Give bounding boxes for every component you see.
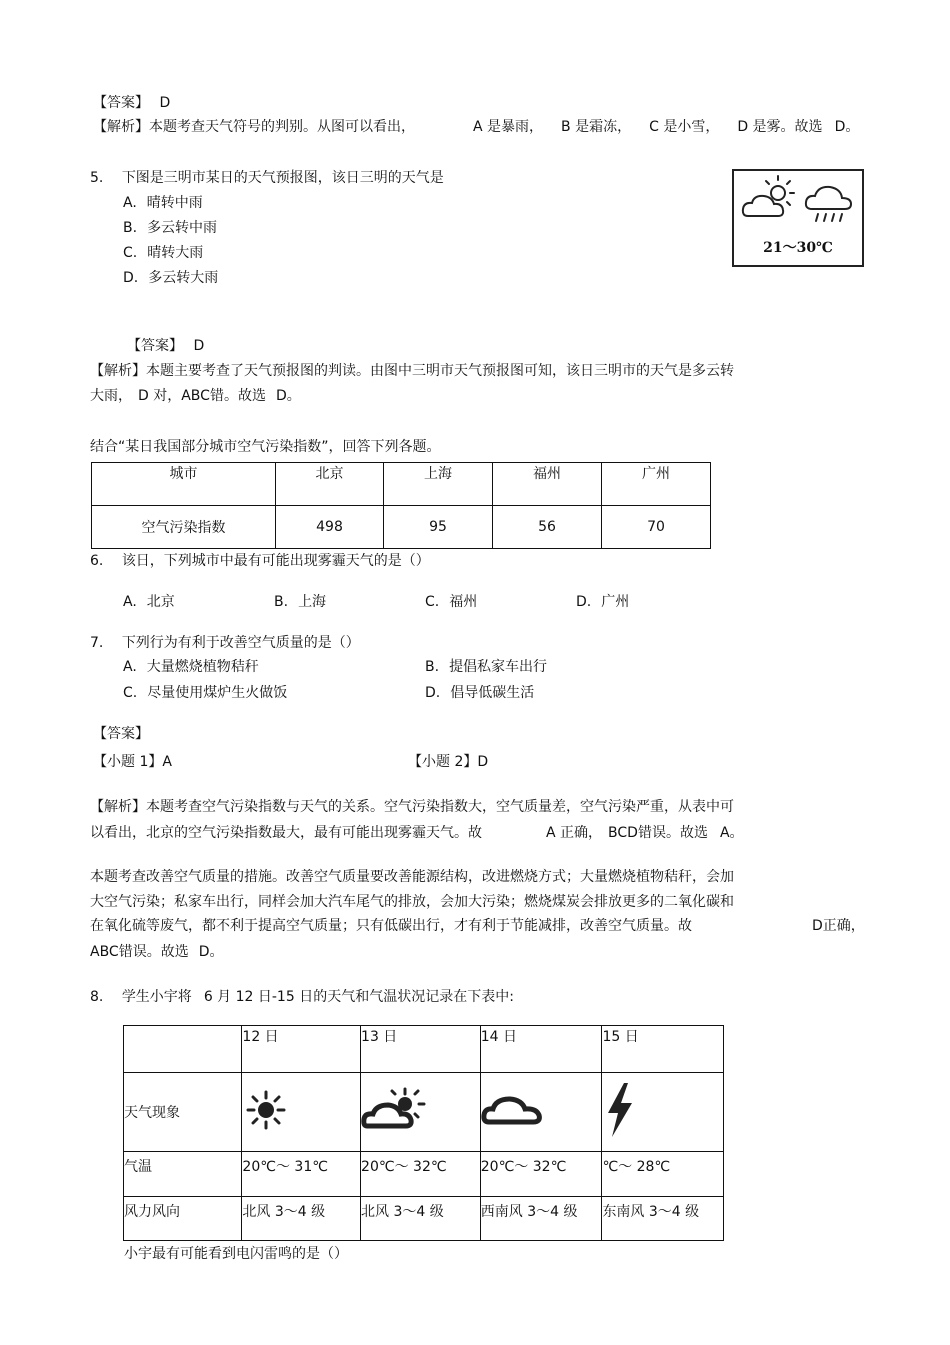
option-text: 上海 — [298, 594, 327, 610]
analysis-text: A 是暴雨， — [473, 119, 544, 135]
table-cell — [361, 1073, 481, 1152]
group-intro: 结合“某日我国部分城市空气污染指数”，回答下列各题。 — [90, 439, 441, 455]
table-row — [124, 1073, 724, 1152]
table-cell: 13 日 — [361, 1026, 481, 1073]
analysis-label: 【解析】 — [90, 799, 146, 815]
answer-label: 【答案】 — [93, 95, 149, 111]
table-cell: 北京 — [276, 463, 384, 506]
table-cell: 北风 3～4 级 — [361, 1197, 481, 1241]
analysis-text: D。 — [198, 944, 224, 960]
q67-analysis-p2-line3-end: D正确， — [812, 918, 865, 934]
question-text: 该日，下列城市中最有可能出现雾霾天气的是（） — [121, 553, 430, 569]
option-text: 福州 — [449, 594, 478, 610]
q7-stem — [90, 634, 360, 652]
weather-forecast-figure — [732, 169, 864, 267]
table-cell: ℃～ 28℃ — [602, 1152, 724, 1197]
option-text: 广州 — [601, 594, 630, 610]
answer-value: D — [159, 95, 171, 111]
q5-option-c[interactable] — [123, 244, 203, 262]
table-cell: 气温 — [124, 1152, 242, 1197]
table-cell — [480, 1073, 602, 1152]
q5-analysis-line2 — [90, 387, 301, 405]
q6-option-a[interactable] — [123, 593, 175, 611]
pollution-table — [91, 462, 711, 549]
q67-analysis-line1 — [90, 798, 734, 816]
q67-analysis-p2-line2: 大空气污染；私家车出行，同样会加大汽车尾气的排放，会加大污染；燃烧煤炭会排放更多的二氧化碳和 — [90, 894, 734, 910]
q6-option-c[interactable] — [425, 593, 477, 611]
q8-stem — [90, 988, 514, 1006]
option-text: 尽量使用煤炉生火做饭 — [147, 685, 288, 701]
option-text: 倡导低碳生活 — [450, 685, 535, 701]
sun-icon — [242, 1086, 292, 1134]
analysis-text: A。 — [719, 825, 744, 841]
table-header-row — [124, 1026, 724, 1073]
option-letter: D. — [576, 594, 592, 610]
weather-record-table — [123, 1025, 724, 1241]
table-cell: 广州 — [602, 463, 711, 506]
q7-option-b[interactable] — [425, 658, 547, 676]
table-cell: 风力风向 — [124, 1197, 242, 1241]
question-number: 7. — [90, 635, 104, 651]
question-text: 6 月 12 日-15 日的天气和气温状况记录在下表中: — [203, 989, 514, 1005]
q5-option-a[interactable] — [123, 194, 203, 212]
table-cell: 空气污染指数 — [92, 506, 276, 549]
q8-question: 小宇最有可能看到电闪雷鸣的是（） — [124, 1246, 348, 1262]
option-text: 多云转大雨 — [148, 270, 219, 286]
table-cell: 20℃～ 32℃ — [480, 1152, 602, 1197]
analysis-text: D。 — [834, 119, 860, 135]
q67-sub2-answer: 【小题 2】D — [408, 754, 489, 770]
q5-analysis-line1 — [90, 362, 734, 380]
option-letter: D. — [425, 685, 441, 701]
analysis-text: D 对，ABC错。故选 — [138, 388, 266, 404]
table-cell: 70 — [602, 506, 711, 549]
cloud-icon — [481, 1090, 545, 1130]
analysis-label: 【解析】 — [90, 363, 146, 379]
q67-answer-label: 【答案】 — [93, 726, 149, 742]
analysis-text: 本题考查空气污染指数与天气的关系。空气污染指数大，空气质量差，空气污染严重，从表中可 — [146, 799, 734, 815]
table-cell: 西南风 3～4 级 — [480, 1197, 602, 1241]
table-cell: 上海 — [384, 463, 493, 506]
option-letter: C. — [123, 685, 138, 701]
analysis-text: 大雨， — [90, 388, 132, 404]
q5-option-b[interactable] — [123, 219, 217, 237]
table-row — [124, 1152, 724, 1197]
analysis-text: A 正确， — [546, 825, 603, 841]
option-letter: B. — [123, 220, 138, 236]
q6-stem — [90, 552, 430, 570]
option-letter: A. — [123, 659, 137, 675]
table-cell: 城市 — [92, 463, 276, 506]
q4-answer — [93, 94, 170, 112]
q5-stem — [90, 169, 444, 187]
option-letter: B. — [425, 659, 440, 675]
table-row — [124, 1197, 724, 1241]
q4-analysis — [93, 118, 859, 136]
question-number: 5. — [90, 170, 104, 186]
option-letter: C. — [123, 245, 138, 261]
q5-answer — [127, 337, 204, 355]
table-cell — [602, 1073, 724, 1152]
analysis-text: BCD错误。故选 — [608, 825, 708, 841]
table-header-row — [92, 463, 711, 506]
q7-option-a[interactable] — [123, 658, 259, 676]
answer-label: 【答案】 — [127, 338, 183, 354]
option-letter: D. — [123, 270, 139, 286]
option-letter: A. — [123, 195, 137, 211]
table-cell: 20℃～ 32℃ — [361, 1152, 481, 1197]
q67-analysis-line2 — [90, 824, 744, 842]
table-cell: 14 日 — [480, 1026, 602, 1073]
q7-option-c[interactable] — [123, 684, 287, 702]
analysis-label: 【解析】 — [93, 119, 149, 135]
table-cell: 北风 3～4 级 — [242, 1197, 361, 1241]
table-row — [92, 506, 711, 549]
table-cell: 95 — [384, 506, 493, 549]
analysis-text: B 是霜冻， — [561, 119, 632, 135]
analysis-text: 本题主要考查了天气预报图的判读。由图中三明市天气预报图可知，该日三明市的天气是多云转 — [146, 363, 734, 379]
option-text: 晴转中雨 — [146, 195, 203, 211]
analysis-text: ABC错误。故选 — [90, 944, 189, 960]
question-number: 8. — [90, 989, 104, 1005]
question-text: 下列行为有利于改善空气质量的是（） — [121, 635, 360, 651]
question-number: 6. — [90, 553, 104, 569]
q5-option-d[interactable] — [123, 269, 218, 287]
analysis-text: 在氧化硫等废气，都不利于提高空气质量；只有低碳出行，才有利于节能减排，改善空气质量。故 — [90, 918, 692, 934]
option-text: 北京 — [146, 594, 175, 610]
q6-option-d[interactable] — [576, 593, 629, 611]
table-cell: 福州 — [493, 463, 602, 506]
q67-sub1-answer: 【小题 1】A — [93, 754, 172, 770]
option-letter: C. — [425, 594, 440, 610]
table-cell: 12 日 — [242, 1026, 361, 1073]
q7-option-d[interactable] — [425, 684, 534, 702]
q6-option-b[interactable] — [274, 593, 326, 611]
table-cell — [124, 1026, 242, 1073]
table-cell: 20℃～ 31℃ — [242, 1152, 361, 1197]
option-letter: A. — [123, 594, 137, 610]
question-text: 下图是三明市某日的天气预报图，该日三明的天气是 — [121, 170, 444, 186]
analysis-text: 本题考查天气符号的判别。从图可以看出， — [149, 119, 415, 135]
table-cell: 498 — [276, 506, 384, 549]
q67-analysis-p2-line3 — [90, 917, 692, 935]
q67-analysis-p2-line4 — [90, 943, 224, 961]
analysis-text: D。 — [275, 388, 301, 404]
option-letter: B. — [274, 594, 289, 610]
partly-cloudy-icon — [361, 1086, 431, 1134]
option-text: 多云转中雨 — [147, 220, 218, 236]
answer-value: D — [193, 338, 205, 354]
analysis-text: D 是雾。故选 — [737, 119, 823, 135]
analysis-text: 以看出，北京的空气污染指数最大，最有可能出现雾霾天气。故 — [90, 825, 482, 841]
q67-analysis-p2-line1: 本题考查改善空气质量的措施。改善空气质量要改善能源结构，改进燃烧方式；大量燃烧植物秸秆，会加 — [90, 869, 734, 885]
forecast-temperature: 21～30℃ — [763, 240, 833, 256]
question-text: 学生小宇将 — [121, 989, 192, 1005]
table-cell: 56 — [493, 506, 602, 549]
table-cell: 15 日 — [602, 1026, 724, 1073]
analysis-text: C 是小雪， — [649, 119, 720, 135]
option-text: 提倡私家车出行 — [449, 659, 548, 675]
option-text: 大量燃烧植物秸秆 — [146, 659, 259, 675]
table-cell: 东南风 3～4 级 — [602, 1197, 724, 1241]
table-cell — [242, 1073, 361, 1152]
table-cell: 天气现象 — [124, 1073, 242, 1152]
lightning-icon — [602, 1081, 638, 1139]
option-text: 晴转大雨 — [147, 245, 204, 261]
